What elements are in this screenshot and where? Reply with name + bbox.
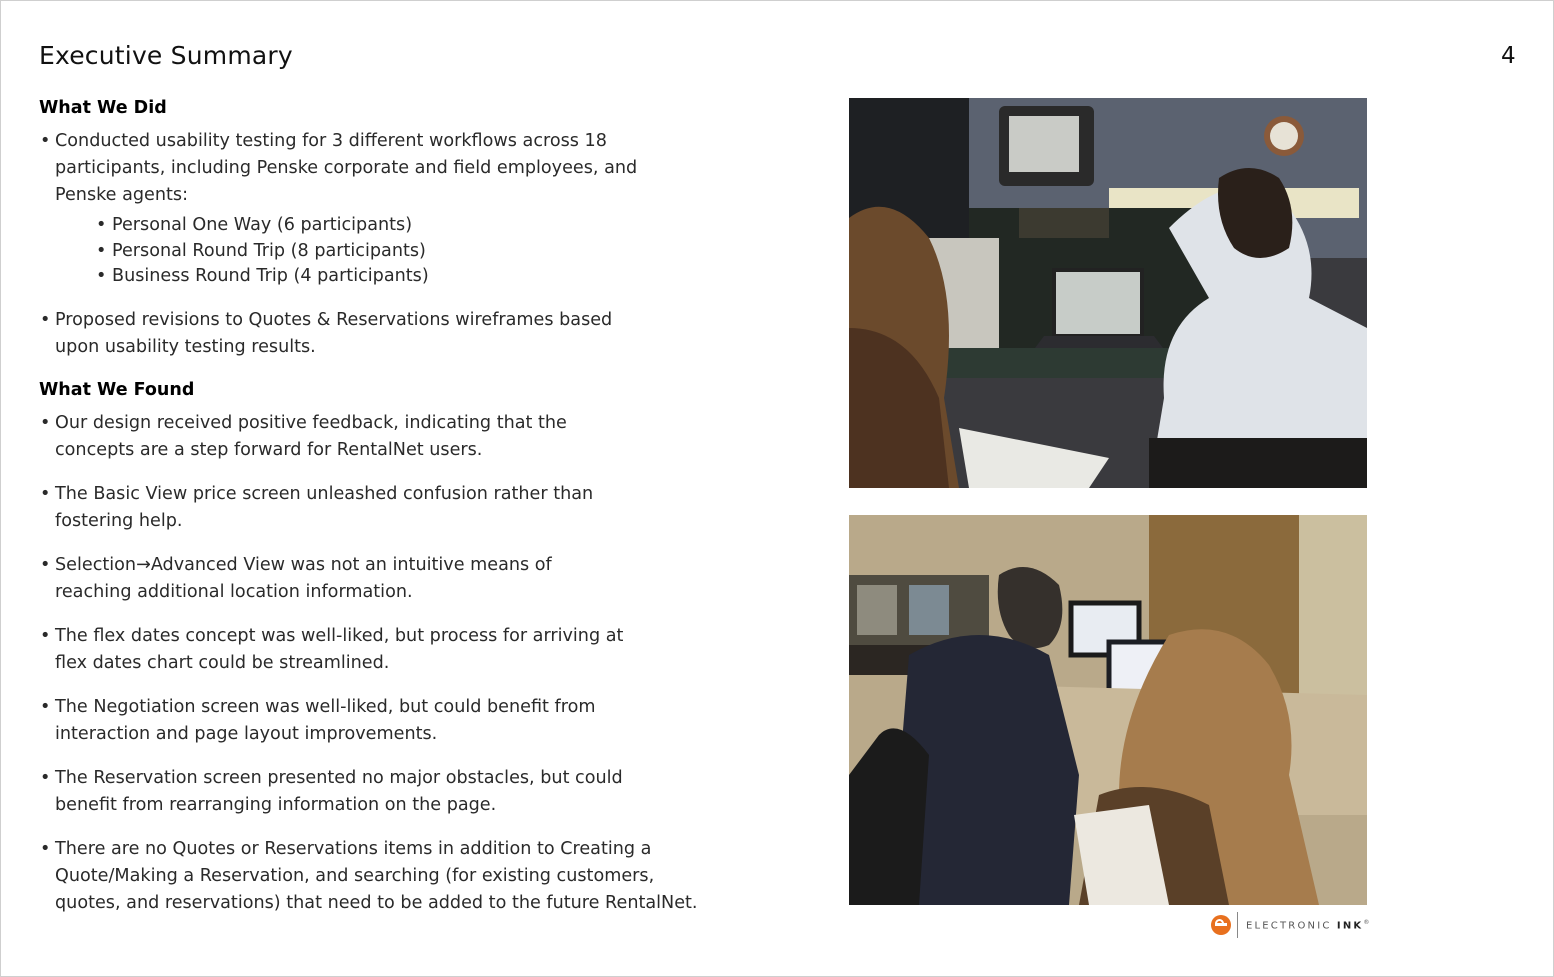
list-item [39,307,759,361]
usability-session-photo-2 [849,515,1367,905]
e-logo-icon [1211,915,1231,935]
list-item-text: • The Reservation screen presented no major obstacles, but could benefit from rearranging information on the page. [55,767,623,815]
list-item [39,694,759,748]
workflow-sub-list [55,213,759,290]
list-item [39,836,759,917]
summary-content [39,96,759,934]
list-item-text: • Proposed revisions to Quotes & Reservations wireframes based upon usability testing results. [55,309,613,357]
section-heading-what-we-did: What We Did [39,98,167,118]
sub-list-item: • Personal One Way (6 participants) [96,213,759,239]
logo-registered-mark: ® [1363,918,1372,926]
list-item [39,128,759,290]
sub-list-item: • Personal Round Trip (8 participants) [96,239,759,265]
section-heading-what-we-found: What We Found [39,379,195,400]
what-we-found-list [39,410,759,917]
what-we-did-list [39,128,759,361]
list-item [39,765,759,819]
logo-word-ink: INK [1336,920,1364,932]
page-number: 4 [1501,43,1516,69]
logo-divider [1237,912,1238,938]
list-item-text: • The Negotiation screen was well-liked, but could benefit from interaction and page layout improvements. [55,696,596,744]
sub-list-item: • Business Round Trip (4 participants) [96,264,759,290]
electronic-ink-logo [1211,911,1372,939]
logo-word-electronic: ELECTRONIC [1246,920,1332,932]
list-item-text: • Our design received positive feedback, indicating that the concepts are a step forward for RentalNet users. [55,412,567,460]
list-item [39,552,759,606]
list-item [39,410,759,464]
list-item [39,623,759,677]
photo-illustration [849,515,1367,905]
usability-session-photo-1 [849,98,1367,488]
list-item-text: • The Basic View price screen unleashed confusion rather than fostering help. [55,483,594,531]
list-item-text: • Conducted usability testing for 3 different workflows across 18 participants, including Penske corporate and field employees, and Penske agents: [55,131,638,205]
list-item-text: • The flex dates concept was well-liked, but process for arriving at flex dates chart could be streamlined. [55,625,624,673]
logo-wordmark [1246,919,1372,931]
list-item-text: • Selection→Advanced View was not an intuitive means of reaching additional location information. [55,554,552,602]
photo-illustration [849,98,1367,488]
list-item-text: • There are no Quotes or Reservations items in addition to Creating a Quote/Making a Reservation, and searching (for existing customers, quotes, and reservations) that need to be added to the future RentalNet. [55,838,698,913]
page-title: Executive Summary [39,41,293,70]
list-item [39,481,759,535]
